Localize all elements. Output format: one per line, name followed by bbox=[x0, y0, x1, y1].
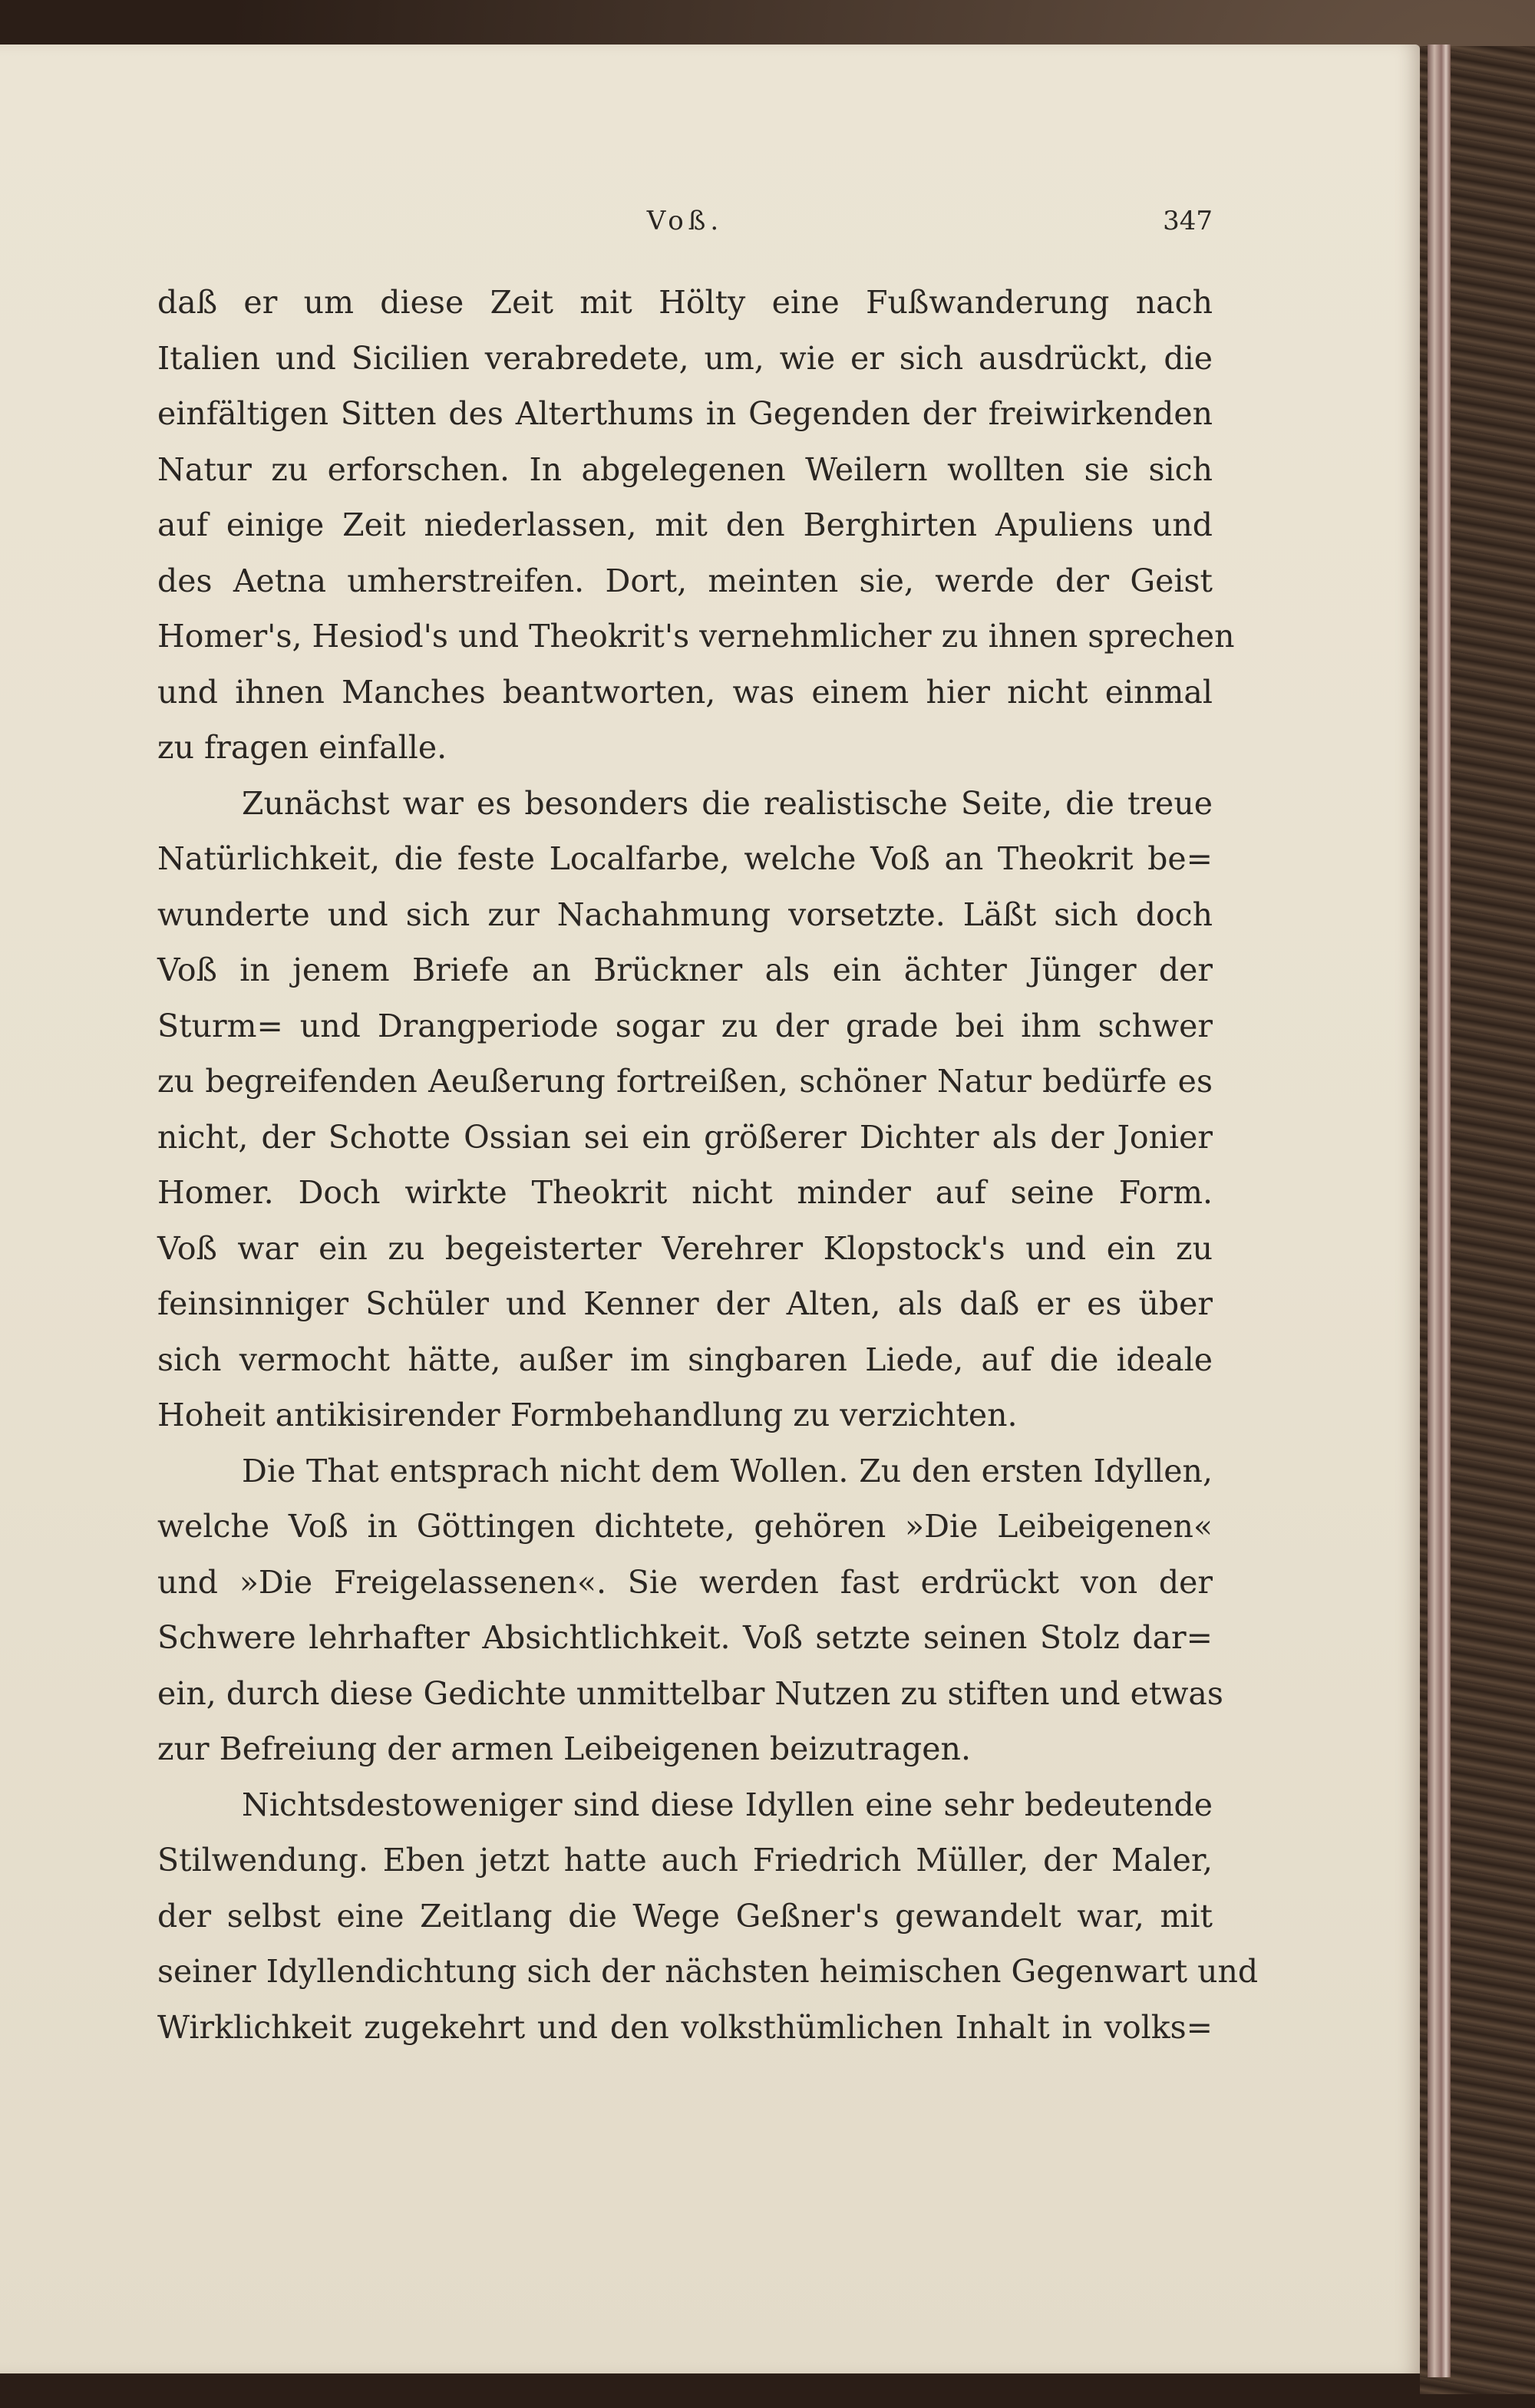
text-line: Natur zu erforschen. In abgelegenen Weilern wollten sie sich bbox=[157, 450, 1213, 488]
text-line: auf einige Zeit niederlassen, mit den Berghirten Apuliens und bbox=[157, 506, 1213, 543]
text-line: ein, durch diese Gedichte unmittelbar Nutzen zu stiften und etwas bbox=[157, 1674, 1223, 1712]
text-line: Wirklichkeit zugekehrt und den volksthümlichen Inhalt in volks= bbox=[157, 2008, 1213, 2046]
text-line: daß er um diese Zeit mit Hölty eine Fußwanderung nach bbox=[157, 284, 1213, 321]
text-line: Zunächst war es besonders die realistische Seite, die treue bbox=[242, 784, 1213, 822]
text-line: sich vermocht hätte, außer im singbaren Liede, auf die ideale bbox=[157, 1341, 1213, 1378]
text-line: Die That entsprach nicht dem Wollen. Zu den ersten Idyllen, bbox=[242, 1452, 1213, 1489]
text-line: und ihnen Manches beantworten, was einem hier nicht einmal bbox=[157, 673, 1213, 711]
text-line: der selbst eine Zeitlang die Wege Geßner's gewandelt war, mit bbox=[157, 1897, 1213, 1935]
text-line: Voß war ein zu begeisterter Verehrer Klopstock's und ein zu bbox=[157, 1229, 1213, 1267]
text-line: Hoheit antikisirender Formbehandlung zu verzichten. bbox=[157, 1397, 1018, 1433]
text-line: einfältigen Sitten des Alterthums in Gegenden der freiwirkenden bbox=[157, 395, 1213, 432]
text-line: seiner Idyllendichtung sich der nächsten heimischen Gegenwart und bbox=[157, 1953, 1259, 1990]
text-line: Homer's, Hesiod's und Theokrit's vernehmlicher zu ihnen sprechen bbox=[157, 618, 1235, 655]
text-line: Italien und Sicilien verabredete, um, wie er sich ausdrückt, die bbox=[157, 339, 1213, 377]
page-text-block bbox=[157, 206, 1259, 2055]
text-line: und »Die Freigelassenen«. Sie werden fast erdrückt von der bbox=[157, 1563, 1213, 1601]
text-line: Nichtsdestoweniger sind diese Idyllen eine sehr bedeutende bbox=[242, 1786, 1213, 1823]
paragraph-3 bbox=[157, 1443, 1223, 1777]
text-line: des Aetna umherstreifen. Dort, meinten sie, werde der Geist bbox=[157, 562, 1213, 599]
text-line: Homer. Doch wirkte Theokrit nicht minder auf seine Form. bbox=[157, 1174, 1213, 1211]
text-line: Natürlichkeit, die feste Localfarbe, welche Voß an Theokrit be= bbox=[157, 840, 1213, 877]
running-head: Voß. bbox=[646, 206, 724, 236]
page-stack-edge bbox=[1428, 45, 1451, 2377]
text-line: Schwere lehrhafter Absichtlichkeit. Voß setzte seinen Stolz dar= bbox=[157, 1619, 1213, 1656]
text-line: Sturm= und Drangperiode sogar zu der grade bei ihm schwer bbox=[157, 1007, 1213, 1044]
paragraph-1 bbox=[157, 275, 1235, 776]
page-number: 347 bbox=[1163, 206, 1213, 236]
text-line: Stilwendung. Eben jetzt hatte auch Friedrich Müller, der Maler, bbox=[157, 1842, 1213, 1879]
text-line: zur Befreiung der armen Leibeigenen beizutragen. bbox=[157, 1730, 971, 1767]
text-line: zu begreifenden Aeußerung fortreißen, schöner Natur bedürfe es bbox=[157, 1063, 1213, 1100]
paragraph-4 bbox=[157, 1777, 1259, 2056]
page-header bbox=[157, 206, 1213, 275]
paragraph-2 bbox=[157, 776, 1213, 1443]
text-line: zu fragen einfalle. bbox=[157, 729, 447, 766]
text-line: feinsinniger Schüler und Kenner der Alten, als daß er es über bbox=[157, 1285, 1213, 1322]
text-line: nicht, der Schotte Ossian sei ein größerer Dichter als der Jonier bbox=[157, 1118, 1213, 1156]
text-line: welche Voß in Göttingen dichtete, gehören »Die Leibeigenen« bbox=[157, 1508, 1213, 1545]
text-line: Voß in jenem Briefe an Brückner als ein ächter Jünger der bbox=[157, 952, 1213, 988]
book-page bbox=[0, 45, 1420, 2373]
text-line: wunderte und sich zur Nachahmung vorsetzte. Läßt sich doch bbox=[157, 896, 1213, 933]
